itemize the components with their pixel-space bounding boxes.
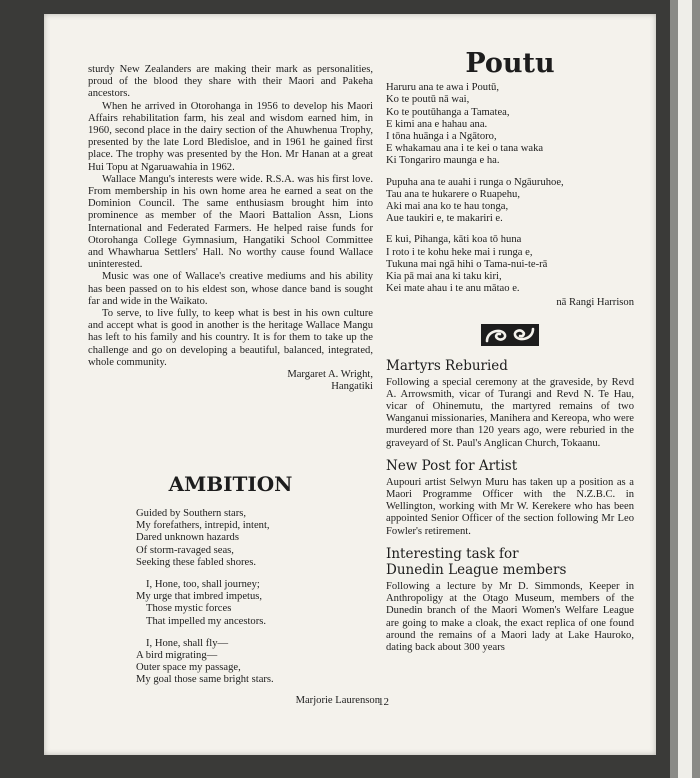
paragraph: Music was one of Wallace's creative mediums and his ability has been passed on to his eldest son, whose dance band is sought far and wide in the Waikato. [88, 271, 373, 307]
poem-line: Ko te poutūhanga a Tamatea, [386, 106, 510, 118]
left-column-article [88, 64, 373, 393]
poutu-title: Poutu [465, 48, 555, 79]
poem-line: Guided by Southern stars, [136, 508, 247, 519]
paragraph: When he arrived in Otorohanga in 1956 to develop his Maori Affairs rehabilitation farm, his zeal and wisdom earned him, in 1960, second place in the dairy section of the Ahuwhenua Trophy, presented by the late Lord Bledisloe, and in 1961 he gained first place. The trophy was presented by the Hon. Mr Hanan at a great Hui Topu at Ngaruawahia in 1962. [88, 100, 373, 173]
stanza [386, 82, 634, 167]
ambition-poem [136, 508, 380, 707]
poem-line: E whakamau ana i te kei o tana waka [386, 143, 544, 155]
poem-line: Aki mai ana ko te hau tonga, [386, 201, 509, 213]
article-dunedin-league [386, 546, 634, 654]
ambition-author: Marjorie Laurenson [295, 694, 380, 706]
stanza [386, 234, 634, 295]
ambition-title: AMBITION [168, 472, 293, 496]
poem-line: Dared unknown hazards [136, 532, 239, 544]
article-heading: Interesting task for [386, 545, 519, 562]
stanza [136, 579, 376, 628]
poutu-author: nā Rangi Harrison [556, 297, 634, 309]
page-number: 12 [378, 696, 389, 708]
poem-line: Aue taukiri e, te makariri e. [386, 213, 503, 225]
poem-line: I, Hone, shall fly— [146, 637, 229, 649]
poem-line: E kimi ana e hahau ana. [386, 118, 488, 130]
poutu-poem [386, 82, 634, 309]
poem-line: Tau ana te hukarere o Ruapehu, [386, 188, 520, 200]
article-martyrs-reburied [386, 358, 634, 450]
stanza [136, 508, 376, 569]
paragraph: Wallace Mangu's interests were wide. R.S.A. was his first love. From membership in his own home area he earned a seat on the Dominion Council. The same enthusiasm brought him into prominence as member of the Maori Battalion Assn, Lions International and Federated Farmers. He helped raise funds for Otorohanga College Gymnasium, Hangatiki School Committee and Whawharua Settlers' Hall. No worthy cause found Wallace uninterested. [88, 173, 373, 271]
poem-line: I, Hone, too, shall journey; [146, 579, 260, 591]
poem-line: That impelled my ancestors. [146, 615, 267, 627]
poem-line: My goal those same bright stars. [136, 674, 274, 686]
poem-line: My forefathers, intrepid, intent, [136, 520, 270, 532]
poem-line: Those mystic forces [146, 603, 232, 615]
poem-line: Of storm-ravaged seas, [136, 544, 234, 556]
signature-name: Margaret A. Wright, [287, 369, 373, 381]
poem-line: Outer space my passage, [136, 662, 241, 674]
poem-line: E kui, Pihanga, kāti koa tō huna [386, 234, 522, 246]
poem-line: Pupuha ana te auahi i runga o Ngāuruhoe, [386, 176, 564, 188]
article-new-post-for-artist [386, 458, 634, 538]
koru-ornament-icon [481, 324, 539, 346]
poem-line: Ki Tongariro maunga e ha. [386, 155, 500, 167]
poem-line: My urge that imbred impetus, [136, 591, 263, 603]
stanza [136, 638, 376, 687]
paragraph: To serve, to live fully, to keep what is best in his own culture and accept what is good in another is the heritage Wallace Mangu has left to his family and his country. It is for them to take up the challenge and go on developing a beautiful, balanced, integrated, whole community. [88, 308, 373, 368]
paragraph: sturdy New Zealanders are making their mark as personalities, proud of the blood they share with their Maori and Pakeha ancestors. [88, 64, 373, 100]
article-body: Aupouri artist Selwyn Muru has taken up a position as a Maori Programme Officer with the N.Z.B.C. in Wellington, working with Mr W. Kerekere who has been appointed Senior Officer of the section following Mr Leo Fowler's retirement. [386, 476, 634, 537]
poem-line: Ko te poutū nā wai, [386, 94, 470, 106]
poem-line: Tukuna mai ngā hihi o Tama-nui-te-rā [386, 258, 548, 270]
right-column [386, 48, 634, 662]
next-page-edge [670, 0, 700, 778]
poem-line: A bird migrating— [136, 650, 218, 662]
poem-line: Kei mate ahau i te anu mātao e. [386, 283, 520, 295]
poem-line: Kia pā mai ana ki taku kiri, [386, 271, 502, 283]
signature-place: Hangatiki [331, 381, 373, 393]
stanza [386, 177, 634, 226]
article-heading: Dunedin League members [386, 561, 567, 578]
article-heading: New Post for Artist [386, 457, 518, 474]
poem-line: Seeking these fabled shores. [136, 556, 257, 568]
article-body: Following a lecture by Mr D. Simmonds, Keeper in Anthropoligy at the Otago Museum, members of the Dunedin branch of the Maori Women's Welfare League are going to make a cloak, the exact replica of one found around the remains of a Maori lady at Lake Hauroko, dating back about 300 years [386, 580, 634, 653]
poem-line: Haruru ana te awa i Poutū, [386, 82, 499, 94]
poem-line: I tōna huānga i a Ngātoro, [386, 131, 497, 143]
article-body: Following a special ceremony at the graveside, by Revd A. Arrowsmith, vicar of Turangi and Revd N. Te Hau, vicar of Ohinemutu, the martyred remains of two Wanganui missionaries, Manihera and Kereopa, who were murdered more than 120 years ago, were reburied in the graveyard of St. Paul's Anglican Church, Tokaanu. [386, 376, 634, 449]
article-heading: Martyrs Reburied [386, 357, 508, 374]
poem-line: I roto i te kohu heke mai i runga e, [386, 246, 533, 258]
